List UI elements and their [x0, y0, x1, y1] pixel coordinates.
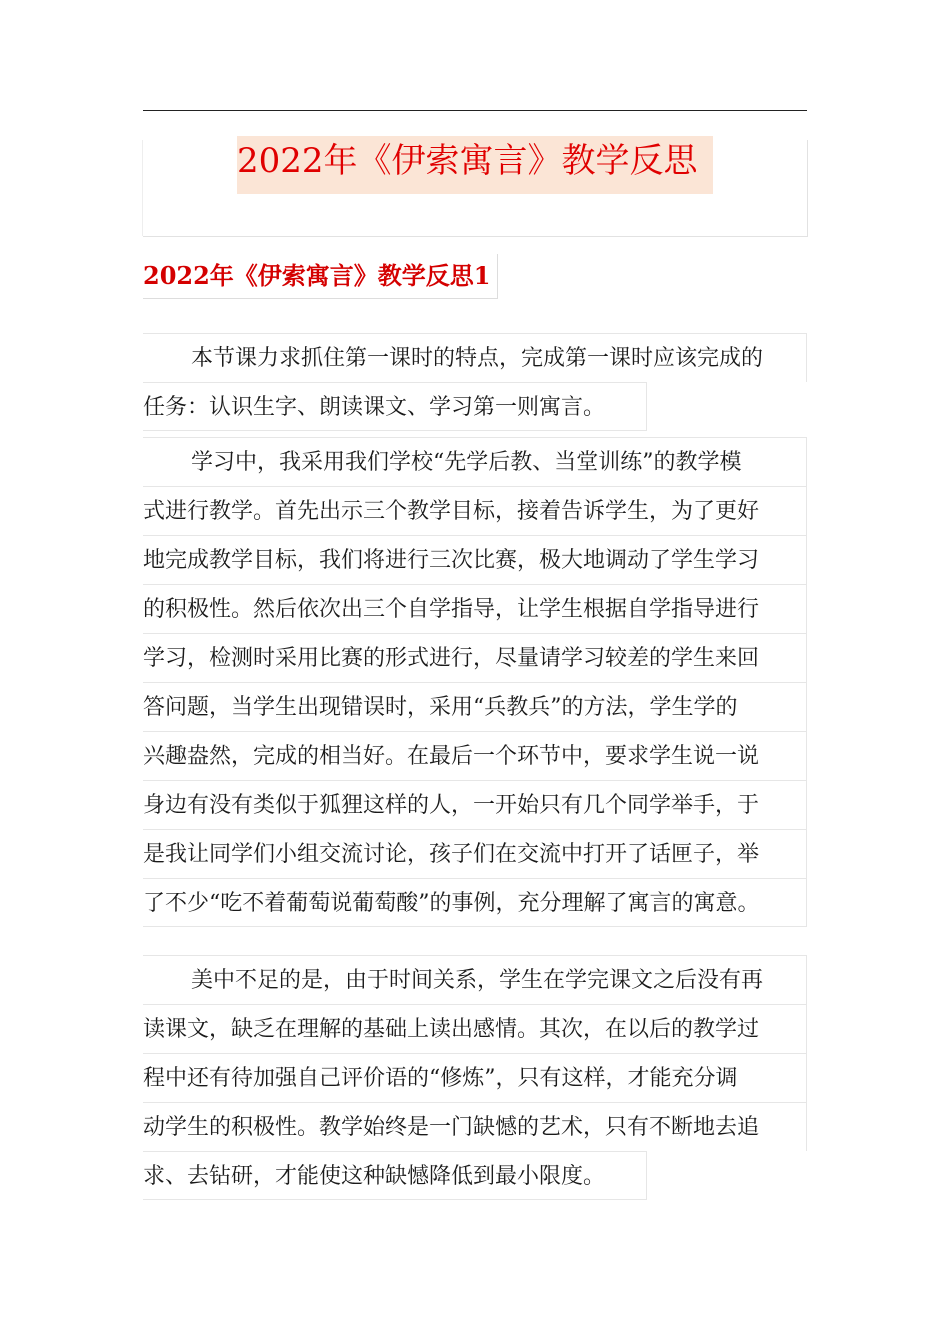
paragraph-line: 动学生的积极性。教学始终是一门缺憾的艺术，只有不断地去追: [143, 1102, 807, 1151]
paragraph-line: 学习，检测时采用比赛的形式进行，尽量请学习较差的学生来回: [143, 633, 807, 682]
paragraph-line: 的积极性。然后依次出三个自学指导，让学生根据自学指导进行: [143, 584, 807, 633]
paragraph-line: 求、去钻研，才能使这种缺憾降低到最小限度。: [143, 1151, 647, 1200]
paragraph-line: 式进行教学。首先出示三个教学目标，接着告诉学生，为了更好: [143, 486, 807, 535]
paragraph-line: 身边有没有类似于狐狸这样的人，一开始只有几个同学举手，于: [143, 780, 807, 829]
header-rule: [143, 110, 807, 111]
paragraph-2: [143, 437, 807, 927]
paragraph-line: 学习中，我采用我们学校“先学后教、当堂训练”的教学模: [143, 437, 807, 486]
paragraph-1: [143, 333, 807, 431]
paragraph-line: 任务：认识生字、朗读课文、学习第一则寓言。: [143, 382, 647, 431]
paragraph-line: 程中还有待加强自己评价语的“修炼”，只有这样，才能充分调: [143, 1053, 807, 1102]
section-heading: 2022年《伊索寓言》教学反思1: [143, 254, 498, 299]
document-title: 2022年《伊索寓言》教学反思: [237, 136, 713, 194]
paragraph-line: 本节课力求抓住第一课时的特点，完成第一课时应该完成的: [143, 333, 807, 382]
paragraph-line: 地完成教学目标，我们将进行三次比赛，极大地调动了学生学习: [143, 535, 807, 584]
paragraph-3: [143, 955, 807, 1200]
paragraph-line: 答问题，当学生出现错误时，采用“兵教兵”的方法，学生学的: [143, 682, 807, 731]
paragraph-line: 读课文，缺乏在理解的基础上读出感情。其次，在以后的教学过: [143, 1004, 807, 1053]
paragraph-line: 是我让同学们小组交流讨论，孩子们在交流中打开了话匣子，举: [143, 829, 807, 878]
paragraph-line: 兴趣盎然，完成的相当好。在最后一个环节中，要求学生说一说: [143, 731, 807, 780]
paragraph-line: 了不少“吃不着葡萄说葡萄酸”的事例，充分理解了寓言的寓意。: [143, 878, 807, 927]
paragraph-line: 美中不足的是，由于时间关系，学生在学完课文之后没有再: [143, 955, 807, 1004]
